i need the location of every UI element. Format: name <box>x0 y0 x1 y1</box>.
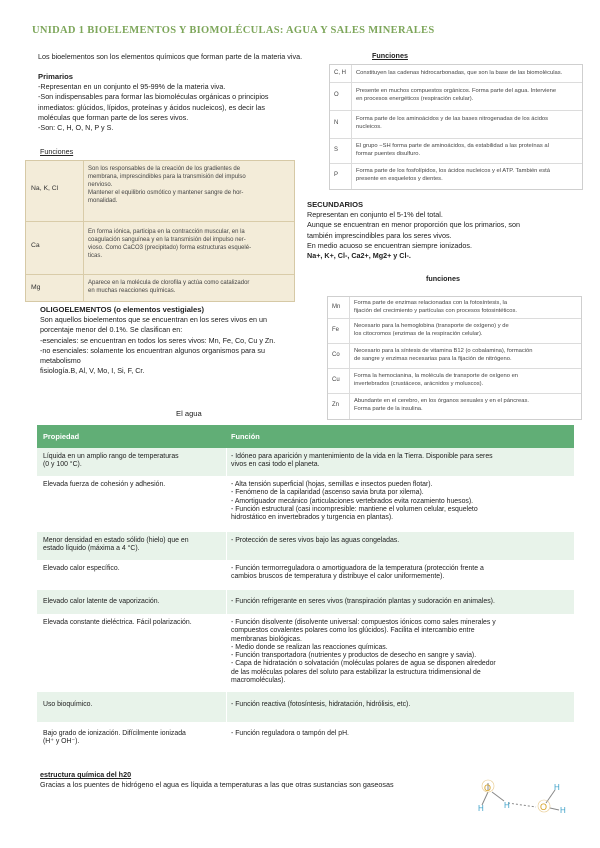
property-cell <box>43 598 223 606</box>
text-line: El grupo −SH forma parte de aminoácidos, da estabilidad a las proteínas al <box>356 143 549 149</box>
element-function <box>354 373 577 388</box>
text-line: compuestos covalentes polares como los glúcidos). Facilita el intercambio entre <box>231 627 475 635</box>
primary-functions-table <box>329 64 583 190</box>
table-row <box>37 476 574 532</box>
text-line: - Protección de seres vivos bajo las aguas congeladas. <box>231 537 400 544</box>
text-line: - Función refrigerante en seres vivos (transpiración plantas y sudoración en animales). <box>231 598 495 605</box>
oxygen-atom-label: O <box>540 802 548 812</box>
table-row <box>37 532 574 560</box>
property-cell <box>43 730 223 747</box>
function-cell <box>231 453 566 470</box>
oligo-text <box>40 315 310 377</box>
text-line: - Función transportadora (nutrientes y productos de desecho en sangre y savia). <box>231 652 477 660</box>
table-row <box>37 692 574 722</box>
text-line: Presente en muchos compuestos orgánicos. Forma parte del agua. Interviene <box>356 88 557 94</box>
element-function <box>354 323 577 338</box>
primarios-line: -Representan en un conjunto el 95-99% de la materia viva. <box>38 82 226 91</box>
oligo-line: -no esenciales: solamente los encuentran algunos organismos para su <box>40 345 265 355</box>
text-line: Forma la hemocianina, la molécula de transporte de oxígeno en <box>354 373 519 379</box>
secundarios-line: En medio acuoso se encuentran siempre ionizados. <box>307 240 473 250</box>
bioelement-functions-table <box>25 160 295 302</box>
primarios-heading: Primarios <box>38 72 74 81</box>
text-line: de las moléculas polares del soluto para estabilizar la estructura tridimensional de <box>231 668 481 676</box>
element-function <box>356 70 578 78</box>
element-function <box>88 228 288 260</box>
text-line: Forma parte de los aminoácidos y de las bases nitrogenadas de los ácidos <box>356 116 549 122</box>
text-line: presente en esqueletos y dientes. <box>356 175 443 182</box>
oligo-heading: OLIGOELEMENTOS (o elementos vestigiales) <box>40 305 205 314</box>
text-line: Necesario para la hemoglobina (transporte de oxígeno) y de <box>354 323 509 329</box>
element-symbol: N <box>334 120 339 126</box>
function-cell <box>231 537 566 545</box>
text-line: los citocromos (enzimas de la respiración celular). <box>354 330 483 337</box>
oligo-line: Son aquellos bioelementos que se encuentran en los seres vivos en un <box>40 315 267 324</box>
text-line: Elevado calor específico. <box>43 565 120 572</box>
text-line: formar puentes disulfuro. <box>356 150 421 157</box>
element-function <box>88 279 288 295</box>
property-cell <box>43 481 223 489</box>
table-row <box>37 722 574 763</box>
estructura-text: Gracias a los puentes de hidrógeno el agua es líquida a temperaturas a las que otras sustancias son gaseosas <box>40 780 394 789</box>
table-row <box>328 369 581 394</box>
table-header <box>37 425 574 448</box>
text-line: - Función estructural (casi incompresible: mantiene el volumen celular, esqueleto <box>231 505 478 513</box>
text-line: - Fenómeno de la capilaridad (ascenso savia bruta por xilema). <box>231 489 424 497</box>
primarios-line: moléculas que forman parte de los seres vivos. <box>38 112 189 122</box>
bond-line <box>550 808 559 810</box>
text-line: Necesario para la síntesis de vitamina B12 (o cobalamina), formación <box>354 348 533 354</box>
oligo-line: fisiología.B, Al, V, Mo, I, Si, F, Cr. <box>40 366 145 376</box>
function-cell <box>231 619 566 685</box>
hydrogen-atom-label: H <box>560 806 566 815</box>
element-symbol: P <box>334 172 339 178</box>
text-line: Elevado calor latente de vaporización. <box>43 598 160 605</box>
bond-line <box>492 792 504 801</box>
text-line: estado líquido (máxima a 4 °C). <box>43 545 140 553</box>
table-row <box>37 448 574 476</box>
function-cell <box>231 481 566 522</box>
secundarios-line: Representan en conjunto el 5-1% del total. <box>307 210 443 219</box>
hydrogen-bond-line <box>508 803 536 807</box>
table-row <box>328 394 581 419</box>
element-symbol: O <box>334 92 339 98</box>
table-row <box>37 614 574 692</box>
text-line: - Alta tensión superficial (hojas, semillas e insectos pueden flotar). <box>231 481 433 488</box>
text-line: - Amortiguador mecánico (articulaciones vertebrados evita rozamiento huesos). <box>231 497 474 505</box>
text-line: de sangre y enzimas necesarias para la fijación de nitrógeno. <box>354 355 512 362</box>
text-line: - Función reactiva (fotosíntesis, hidratación, hidrólisis, etc). <box>231 701 411 708</box>
text-line: Forma parte de enzimas relacionadas con la fotosíntesis, la <box>354 300 508 306</box>
table-row <box>330 111 582 139</box>
text-line: ticas. <box>88 253 103 259</box>
header-funcion: Función <box>231 432 260 441</box>
property-cell <box>43 701 223 709</box>
text-line: - Función disolvente (disolvente universal: compuestos iónicos como sales minerales y <box>231 619 496 626</box>
text-line: Constituyen las cadenas hidrocarbonadas, que son la base de las biomoléculas. <box>356 70 563 76</box>
element-function <box>354 300 577 315</box>
primarios-line: -Son: C, H, O, N, P y S. <box>38 123 114 133</box>
element-symbol: S <box>334 147 339 153</box>
text-line: - Capa de hidratación o solvatación (moléculas polares de agua se disponen alrededor <box>231 660 496 668</box>
text-line: vioso. Como CaCO3 (precipitado) forma estructuras esquelé- <box>88 245 252 251</box>
text-line: cambios bruscos de temperatura y distribuye el calor uniformemente). <box>231 573 445 581</box>
element-symbol: Co <box>332 352 340 358</box>
table-row <box>330 83 582 111</box>
element-function <box>356 116 578 131</box>
hydrogen-atom-label: H <box>504 801 510 810</box>
primarios-text <box>38 82 328 133</box>
element-function <box>356 88 578 103</box>
table-row <box>330 164 582 189</box>
text-line: Aparece en la molécula de clorofila y actúa como catalizador <box>88 280 250 286</box>
table-row <box>26 275 294 301</box>
table-row <box>26 222 294 275</box>
table-row <box>37 590 574 614</box>
secundarios-text <box>307 210 577 261</box>
text-line: (H⁺ y OH⁻). <box>43 738 80 746</box>
text-line: hidrostático en invertebrados y turgencia en plantas). <box>231 514 394 522</box>
element-symbol: Mn <box>332 304 341 310</box>
hydrogen-atom-label: H <box>554 783 560 792</box>
text-line: membranas biológicas. <box>231 635 302 643</box>
secundarios-line: Na+, K+, Cl-, Ca2+, Mg2+ y Cl-. <box>307 251 411 261</box>
text-line: fijación del crecimiento y partículas con procesos fotosintéticos. <box>354 307 518 314</box>
text-line: (0 y 100 °C). <box>43 461 82 469</box>
table-row <box>330 139 582 164</box>
text-line: - Medio donde se realizan las reacciones químicas. <box>231 643 388 651</box>
text-line: Mantener el equilibrio osmótico y mantener sangre de hor- <box>88 190 244 196</box>
text-line: Forma parte de los fosfolípidos, los ácidos nucleicos y el ATP. También está <box>356 168 550 174</box>
oligo-line: metabolismo <box>40 356 81 366</box>
property-cell <box>43 537 223 554</box>
page-title: UNIDAD 1 BIOELEMENTOS Y BIOMOLÉCULAS: AGUA Y SALES MINERALES <box>32 25 435 36</box>
property-cell <box>43 453 223 470</box>
text-line: Uso bioquímico. <box>43 701 93 708</box>
text-line: en procesos energéticos (respiración celular). <box>356 95 474 102</box>
property-cell <box>43 565 223 573</box>
element-function <box>354 348 577 363</box>
text-line: Bajo grado de ionización. Difícilmente ionizada <box>43 730 186 737</box>
text-line: macromoléculas). <box>231 677 286 685</box>
oligo-line: porcentaje menor del 0.1%. Se clasifican en: <box>40 325 183 335</box>
property-cell <box>43 619 223 627</box>
hydrogen-atom-label: H <box>478 804 484 813</box>
text-line: nucleicos. <box>356 123 382 130</box>
water-properties-table <box>37 425 574 763</box>
text-line: vivos en casi todo el planeta. <box>231 461 320 469</box>
element-function <box>356 168 578 183</box>
text-line: En forma iónica, participa en la contracción muscular, en la <box>88 229 245 235</box>
intro-text: Los bioelementos son los elementos químicos que forman parte de la materia viva. <box>38 52 303 61</box>
element-symbol: Fe <box>332 327 340 333</box>
estructura-heading: estructura química del h20 <box>40 770 132 779</box>
element-symbol: C, H <box>334 70 346 76</box>
text-line: - Idóneo para aparición y mantenimiento de la vida en la Tierra. Disponible para seres <box>231 453 493 460</box>
primarios-line: -Son indispensables para formar las biomoléculas orgánicas o principios <box>38 92 269 102</box>
oxygen-atom-label: O <box>484 783 492 793</box>
text-line: Elevada constante dieléctrica. Fácil polarización. <box>43 619 192 626</box>
oligo-functions-table <box>327 296 582 420</box>
funciones-center-label: funciones <box>426 274 460 283</box>
agua-label: El agua <box>176 409 202 418</box>
text-line: Elevada fuerza de cohesión y adhesión. <box>43 481 166 488</box>
table-row <box>37 560 574 590</box>
element-function <box>354 398 577 413</box>
text-line: en muchas reacciones químicas. <box>88 288 176 294</box>
secundarios-line: Aunque se encuentran en menor proporción que los primarios, son <box>307 220 520 230</box>
text-line: - Función reguladora o tampón del pH. <box>231 730 349 737</box>
secundarios-line: también imprescindibles para los seres vivos. <box>307 230 452 240</box>
element-symbol: Mg <box>31 284 41 291</box>
table-row <box>330 65 582 83</box>
text-line: membrana, imprescindibles para la transmisión del impulso <box>88 174 246 180</box>
column-divider <box>226 448 227 763</box>
text-line: Menor densidad en estado sólido (hielo) que en <box>43 537 189 544</box>
water-molecule-diagram <box>474 770 576 826</box>
text-line: coagulación sanguínea y en la transmisión del impulso ner- <box>88 237 246 243</box>
function-cell <box>231 730 566 738</box>
text-line: monalidad. <box>88 198 118 204</box>
secundarios-heading: SECUNDARIOS <box>307 200 364 209</box>
oligo-line: -esenciales: se encuentran en todos los seres vivos: Mn, Fe, Co, Cu y Zn. <box>40 335 276 345</box>
element-function <box>88 165 288 205</box>
text-line: Líquida en un amplio rango de temperaturas <box>43 453 179 460</box>
primarios-line: inmediatos: glúcidos, lípidos, proteínas y ácidos nucleicos), es decir las <box>38 102 265 112</box>
element-symbol: Na, K, Cl <box>31 185 59 192</box>
text-line: nervioso. <box>88 182 113 188</box>
text-line: Forma parte de la insulina. <box>354 405 423 412</box>
table-row <box>26 161 294 222</box>
funciones-right-label: Funciones <box>372 51 408 60</box>
text-line: Abundante en el cerebro, en los órganos sexuales y en el páncreas. <box>354 398 529 404</box>
text-line: Son los responsables de la creación de los gradientes de <box>88 166 241 172</box>
element-symbol: Cu <box>332 377 340 383</box>
table-row <box>328 319 581 344</box>
function-cell <box>231 701 566 709</box>
table-row <box>328 344 581 369</box>
function-cell <box>231 598 566 606</box>
element-symbol: Zn <box>332 402 340 408</box>
element-function <box>356 143 578 158</box>
header-propiedad: Propiedad <box>43 432 80 441</box>
function-cell <box>231 565 566 582</box>
table-row <box>328 297 581 319</box>
element-symbol: Ca <box>31 242 40 249</box>
text-line: - Función termorreguladora o amortiguadora de la temperatura (protección frente a <box>231 565 484 572</box>
text-line: invertebrados (crustáceos, arácnidos y moluscos). <box>354 380 484 387</box>
funciones-left-label: Funciones <box>40 147 74 156</box>
